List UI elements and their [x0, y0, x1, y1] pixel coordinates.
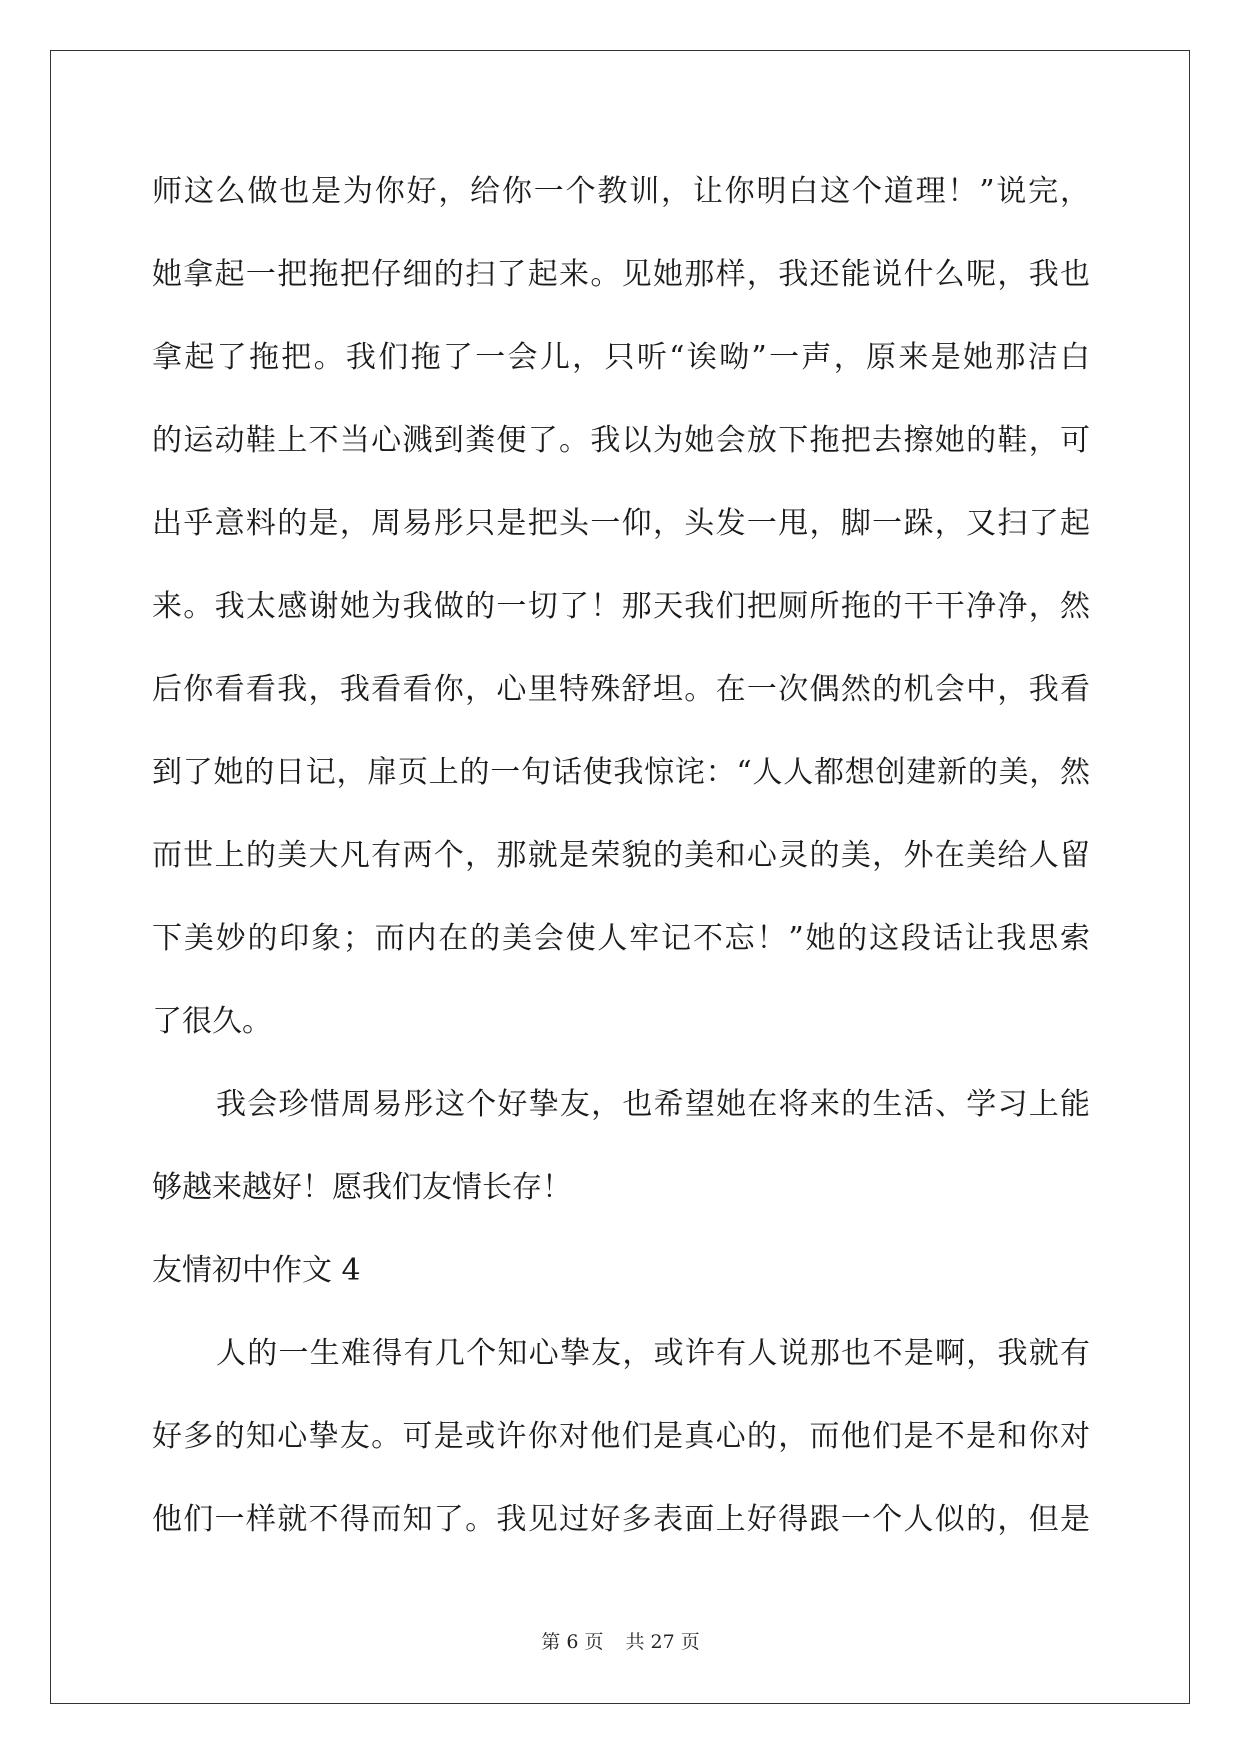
- text-line: 下美妙的印象；而内在的美会使人牢记不忘！”她的这段话让我思索: [152, 921, 1090, 956]
- page-total: 共 27 页: [625, 1631, 700, 1653]
- text-line: 到了她的日记，扉页上的一句话使我惊诧：“人人都想创建新的美，然: [152, 755, 1090, 790]
- text-line: 后你看看我，我看看你，心里特殊舒坦。在一次偶然的机会中，我看: [152, 672, 1090, 707]
- text-line: 来。我太感谢她为我做的一切了！那天我们把厕所拖的干干净净，然: [152, 589, 1090, 624]
- paragraph-start-line: 我会珍惜周易彤这个好挚友，也希望她在将来的生活、学习上能: [216, 1087, 1090, 1122]
- text-line: 他们一样就不得而知了。我见过好多表面上好得跟一个人似的，但是: [152, 1502, 1090, 1537]
- text-line: 了很久。: [152, 1004, 272, 1039]
- text-line: 她拿起一把拖把仔细的扫了起来。见她那样，我还能说什么呢，我也: [152, 257, 1090, 292]
- text-line: 师这么做也是为你好，给你一个教训，让你明白这个道理！”说完，: [152, 174, 1090, 209]
- text-line: 够越来越好！愿我们友情长存！: [152, 1170, 572, 1205]
- text-line: 出乎意料的是，周易彤只是把头一仰，头发一甩，脚一跺，又扫了起: [152, 506, 1090, 541]
- section-heading: 友情初中作文 4: [152, 1253, 361, 1288]
- text-line: 的运动鞋上不当心溅到粪便了。我以为她会放下拖把去擦她的鞋，可: [152, 423, 1090, 458]
- text-line: 好多的知心挚友。可是或许你对他们是真心的，而他们是不是和你对: [152, 1419, 1090, 1454]
- paragraph-start-line: 人的一生难得有几个知心挚友，或许有人说那也不是啊，我就有: [216, 1336, 1090, 1371]
- page-number: 第 6 页: [541, 1631, 604, 1653]
- document-body: [152, 160, 1090, 1571]
- text-line: 拿起了拖把。我们拖了一会儿，只听“诶呦”一声，原来是她那洁白: [152, 340, 1090, 375]
- text-line: 而世上的美大凡有两个，那就是荣貌的美和心灵的美，外在美给人留: [152, 838, 1090, 873]
- page-footer: [0, 1627, 1241, 1654]
